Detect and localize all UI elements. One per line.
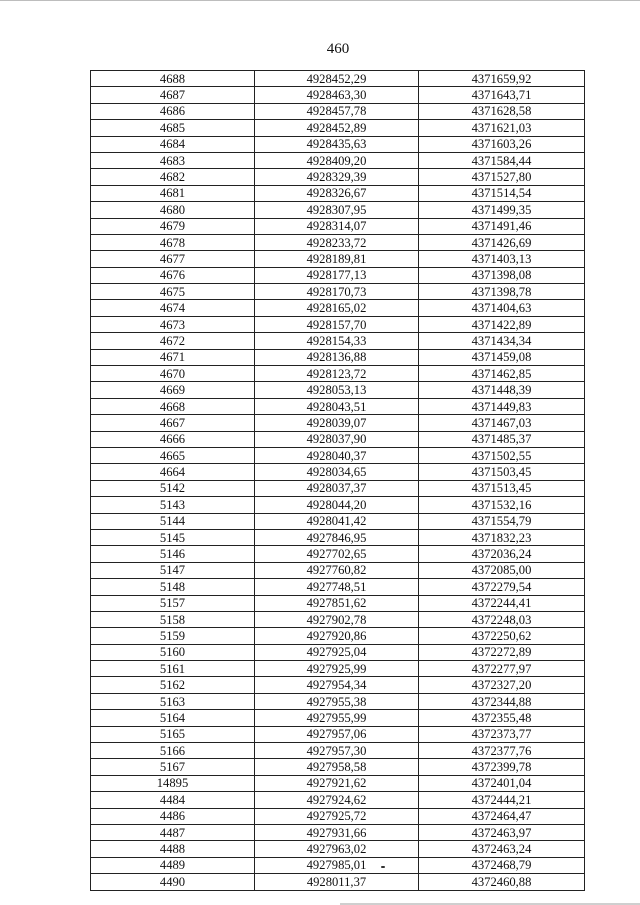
point-number-cell: 4670 bbox=[91, 366, 255, 382]
y-coordinate-cell: 4371467,03 bbox=[419, 415, 585, 431]
y-coordinate-cell: 4371485,37 bbox=[419, 431, 585, 447]
table-row bbox=[91, 546, 585, 562]
x-coordinate-cell: 4927924,62 bbox=[255, 792, 419, 808]
x-coordinate-cell: 4927851,62 bbox=[255, 595, 419, 611]
x-coordinate-cell: 4928457,78 bbox=[255, 103, 419, 119]
x-coordinate-cell: 4927957,30 bbox=[255, 743, 419, 759]
table-row bbox=[91, 628, 585, 644]
table-row bbox=[91, 169, 585, 185]
table-row bbox=[91, 529, 585, 545]
y-coordinate-cell: 4371603,26 bbox=[419, 136, 585, 152]
page-number: 460 bbox=[326, 41, 350, 57]
y-coordinate-cell: 4371628,58 bbox=[419, 103, 585, 119]
y-coordinate-cell: 4371398,78 bbox=[419, 284, 585, 300]
table-row bbox=[91, 87, 585, 103]
table-row bbox=[91, 857, 585, 873]
table-row bbox=[91, 562, 585, 578]
x-coordinate-cell: 4927955,99 bbox=[255, 710, 419, 726]
point-number-cell: 4484 bbox=[91, 792, 255, 808]
point-number-cell: 4669 bbox=[91, 382, 255, 398]
x-coordinate-cell: 4928136,88 bbox=[255, 349, 419, 365]
x-coordinate-cell: 4927920,86 bbox=[255, 628, 419, 644]
y-coordinate-cell: 4371404,63 bbox=[419, 300, 585, 316]
y-coordinate-cell: 4371514,54 bbox=[419, 185, 585, 201]
point-number-cell: 4687 bbox=[91, 87, 255, 103]
point-number-cell: 4680 bbox=[91, 202, 255, 218]
y-coordinate-cell: 4371449,83 bbox=[419, 398, 585, 414]
x-coordinate-cell: 4928037,37 bbox=[255, 480, 419, 496]
table-row bbox=[91, 251, 585, 267]
table-row bbox=[91, 218, 585, 234]
point-number-cell: 4682 bbox=[91, 169, 255, 185]
point-number-cell: 4677 bbox=[91, 251, 255, 267]
x-coordinate-cell: 4927921,62 bbox=[255, 775, 419, 791]
table-row bbox=[91, 185, 585, 201]
point-number-cell: 4664 bbox=[91, 464, 255, 480]
y-coordinate-cell: 4372355,48 bbox=[419, 710, 585, 726]
table-row bbox=[91, 808, 585, 824]
x-coordinate-cell: 4927846,95 bbox=[255, 529, 419, 545]
x-coordinate-cell: 4927925,99 bbox=[255, 661, 419, 677]
y-coordinate-cell: 4372460,88 bbox=[419, 874, 585, 890]
x-coordinate-cell: 4928329,39 bbox=[255, 169, 419, 185]
table-row bbox=[91, 661, 585, 677]
table-row bbox=[91, 415, 585, 431]
table-row bbox=[91, 480, 585, 496]
table-row bbox=[91, 874, 585, 890]
point-number-cell: 4488 bbox=[91, 841, 255, 857]
y-coordinate-cell: 4372250,62 bbox=[419, 628, 585, 644]
y-coordinate-cell: 4372248,03 bbox=[419, 611, 585, 627]
x-coordinate-cell: 4928177,13 bbox=[255, 267, 419, 283]
y-coordinate-cell: 4372344,88 bbox=[419, 693, 585, 709]
point-number-cell: 5159 bbox=[91, 628, 255, 644]
point-number-cell: 5164 bbox=[91, 710, 255, 726]
table-row bbox=[91, 464, 585, 480]
x-coordinate-cell: 4928034,65 bbox=[255, 464, 419, 480]
point-number-cell: 5167 bbox=[91, 759, 255, 775]
x-coordinate-cell: 4928165,02 bbox=[255, 300, 419, 316]
x-coordinate-cell: 4927958,58 bbox=[255, 759, 419, 775]
coordinates-table-body bbox=[91, 71, 585, 891]
table-row bbox=[91, 333, 585, 349]
point-number-cell: 4686 bbox=[91, 103, 255, 119]
x-coordinate-cell: 4928307,95 bbox=[255, 202, 419, 218]
point-number-cell: 5147 bbox=[91, 562, 255, 578]
y-coordinate-cell: 4371499,35 bbox=[419, 202, 585, 218]
point-number-cell: 4681 bbox=[91, 185, 255, 201]
table-row bbox=[91, 120, 585, 136]
table-row bbox=[91, 710, 585, 726]
point-number-cell: 5145 bbox=[91, 529, 255, 545]
x-coordinate-cell: 4927925,72 bbox=[255, 808, 419, 824]
table-row bbox=[91, 447, 585, 463]
y-coordinate-cell: 4371422,89 bbox=[419, 316, 585, 332]
point-number-cell: 5166 bbox=[91, 743, 255, 759]
x-coordinate-cell: 4928011,37 bbox=[255, 874, 419, 890]
y-coordinate-cell: 4372463,97 bbox=[419, 824, 585, 840]
point-number-cell: 4674 bbox=[91, 300, 255, 316]
table-row bbox=[91, 267, 585, 283]
scan-mark bbox=[381, 866, 385, 868]
table-row bbox=[91, 841, 585, 857]
y-coordinate-cell: 4371527,80 bbox=[419, 169, 585, 185]
table-row bbox=[91, 382, 585, 398]
x-coordinate-cell: 4928233,72 bbox=[255, 234, 419, 250]
y-coordinate-cell: 4371503,45 bbox=[419, 464, 585, 480]
y-coordinate-cell: 4371462,85 bbox=[419, 366, 585, 382]
coordinates-table bbox=[90, 70, 585, 891]
y-coordinate-cell: 4372085,00 bbox=[419, 562, 585, 578]
y-coordinate-cell: 4371832,23 bbox=[419, 529, 585, 545]
x-coordinate-cell: 4928040,37 bbox=[255, 447, 419, 463]
y-coordinate-cell: 4371502,55 bbox=[419, 447, 585, 463]
point-number-cell: 4671 bbox=[91, 349, 255, 365]
point-number-cell: 4489 bbox=[91, 857, 255, 873]
x-coordinate-cell: 4927954,34 bbox=[255, 677, 419, 693]
x-coordinate-cell: 4928043,51 bbox=[255, 398, 419, 414]
point-number-cell: 4685 bbox=[91, 120, 255, 136]
y-coordinate-cell: 4372272,89 bbox=[419, 644, 585, 660]
table-row bbox=[91, 136, 585, 152]
y-coordinate-cell: 4372377,76 bbox=[419, 743, 585, 759]
y-coordinate-cell: 4372327,20 bbox=[419, 677, 585, 693]
x-coordinate-cell: 4928435,63 bbox=[255, 136, 419, 152]
table-row bbox=[91, 152, 585, 168]
y-coordinate-cell: 4371459,08 bbox=[419, 349, 585, 365]
point-number-cell: 4672 bbox=[91, 333, 255, 349]
x-coordinate-cell: 4927985,01 bbox=[255, 857, 419, 873]
y-coordinate-cell: 4371434,34 bbox=[419, 333, 585, 349]
y-coordinate-cell: 4372468,79 bbox=[419, 857, 585, 873]
table-row bbox=[91, 202, 585, 218]
point-number-cell: 5148 bbox=[91, 579, 255, 595]
x-coordinate-cell: 4927957,06 bbox=[255, 726, 419, 742]
table-row bbox=[91, 579, 585, 595]
table-row bbox=[91, 726, 585, 742]
table-row bbox=[91, 759, 585, 775]
x-coordinate-cell: 4928409,20 bbox=[255, 152, 419, 168]
y-coordinate-cell: 4371532,16 bbox=[419, 497, 585, 513]
table-row bbox=[91, 103, 585, 119]
table-row bbox=[91, 693, 585, 709]
point-number-cell: 5144 bbox=[91, 513, 255, 529]
table-row bbox=[91, 431, 585, 447]
y-coordinate-cell: 4371643,71 bbox=[419, 87, 585, 103]
table-row bbox=[91, 284, 585, 300]
table-row bbox=[91, 398, 585, 414]
table-row bbox=[91, 300, 585, 316]
y-coordinate-cell: 4371584,44 bbox=[419, 152, 585, 168]
x-coordinate-cell: 4928044,20 bbox=[255, 497, 419, 513]
x-coordinate-cell: 4927955,38 bbox=[255, 693, 419, 709]
y-coordinate-cell: 4371513,45 bbox=[419, 480, 585, 496]
x-coordinate-cell: 4927748,51 bbox=[255, 579, 419, 595]
point-number-cell: 4683 bbox=[91, 152, 255, 168]
table-row bbox=[91, 775, 585, 791]
point-number-cell: 5165 bbox=[91, 726, 255, 742]
point-number-cell: 4676 bbox=[91, 267, 255, 283]
point-number-cell: 4486 bbox=[91, 808, 255, 824]
point-number-cell: 4678 bbox=[91, 234, 255, 250]
x-coordinate-cell: 4928039,07 bbox=[255, 415, 419, 431]
x-coordinate-cell: 4927963,02 bbox=[255, 841, 419, 857]
top-edge-rule bbox=[0, 0, 640, 1]
table-row bbox=[91, 824, 585, 840]
table-row bbox=[91, 316, 585, 332]
table-row bbox=[91, 497, 585, 513]
point-number-cell: 5146 bbox=[91, 546, 255, 562]
point-number-cell: 5163 bbox=[91, 693, 255, 709]
y-coordinate-cell: 4371448,39 bbox=[419, 382, 585, 398]
point-number-cell: 4684 bbox=[91, 136, 255, 152]
x-coordinate-cell: 4928037,90 bbox=[255, 431, 419, 447]
x-coordinate-cell: 4927931,66 bbox=[255, 824, 419, 840]
y-coordinate-cell: 4371554,79 bbox=[419, 513, 585, 529]
table-row bbox=[91, 792, 585, 808]
point-number-cell: 5158 bbox=[91, 611, 255, 627]
point-number-cell: 5143 bbox=[91, 497, 255, 513]
table-row bbox=[91, 743, 585, 759]
y-coordinate-cell: 4372279,54 bbox=[419, 579, 585, 595]
x-coordinate-cell: 4928326,67 bbox=[255, 185, 419, 201]
table-row bbox=[91, 366, 585, 382]
x-coordinate-cell: 4927702,65 bbox=[255, 546, 419, 562]
x-coordinate-cell: 4928157,70 bbox=[255, 316, 419, 332]
y-coordinate-cell: 4372399,78 bbox=[419, 759, 585, 775]
y-coordinate-cell: 4372277,97 bbox=[419, 661, 585, 677]
y-coordinate-cell: 4372464,47 bbox=[419, 808, 585, 824]
x-coordinate-cell: 4928123,72 bbox=[255, 366, 419, 382]
point-number-cell: 14895 bbox=[91, 775, 255, 791]
table-row bbox=[91, 644, 585, 660]
point-number-cell: 4490 bbox=[91, 874, 255, 890]
point-number-cell: 5157 bbox=[91, 595, 255, 611]
point-number-cell: 5162 bbox=[91, 677, 255, 693]
y-coordinate-cell: 4371398,08 bbox=[419, 267, 585, 283]
x-coordinate-cell: 4927760,82 bbox=[255, 562, 419, 578]
y-coordinate-cell: 4372036,24 bbox=[419, 546, 585, 562]
table-row bbox=[91, 677, 585, 693]
y-coordinate-cell: 4371621,03 bbox=[419, 120, 585, 136]
x-coordinate-cell: 4927925,04 bbox=[255, 644, 419, 660]
table-row bbox=[91, 513, 585, 529]
table-row bbox=[91, 71, 585, 87]
y-coordinate-cell: 4371491,46 bbox=[419, 218, 585, 234]
x-coordinate-cell: 4928463,30 bbox=[255, 87, 419, 103]
table-row bbox=[91, 611, 585, 627]
point-number-cell: 4688 bbox=[91, 71, 255, 87]
x-coordinate-cell: 4928041,42 bbox=[255, 513, 419, 529]
y-coordinate-cell: 4372373,77 bbox=[419, 726, 585, 742]
x-coordinate-cell: 4928053,13 bbox=[255, 382, 419, 398]
point-number-cell: 5161 bbox=[91, 661, 255, 677]
point-number-cell: 4667 bbox=[91, 415, 255, 431]
y-coordinate-cell: 4371403,13 bbox=[419, 251, 585, 267]
point-number-cell: 4668 bbox=[91, 398, 255, 414]
table-row bbox=[91, 234, 585, 250]
x-coordinate-cell: 4928189,81 bbox=[255, 251, 419, 267]
y-coordinate-cell: 4372401,04 bbox=[419, 775, 585, 791]
y-coordinate-cell: 4371659,92 bbox=[419, 71, 585, 87]
table-row bbox=[91, 349, 585, 365]
point-number-cell: 4487 bbox=[91, 824, 255, 840]
x-coordinate-cell: 4928170,73 bbox=[255, 284, 419, 300]
point-number-cell: 4679 bbox=[91, 218, 255, 234]
table-row bbox=[91, 595, 585, 611]
x-coordinate-cell: 4928452,89 bbox=[255, 120, 419, 136]
y-coordinate-cell: 4371426,69 bbox=[419, 234, 585, 250]
point-number-cell: 4666 bbox=[91, 431, 255, 447]
point-number-cell: 4673 bbox=[91, 316, 255, 332]
y-coordinate-cell: 4372244,41 bbox=[419, 595, 585, 611]
point-number-cell: 4665 bbox=[91, 447, 255, 463]
x-coordinate-cell: 4928154,33 bbox=[255, 333, 419, 349]
x-coordinate-cell: 4928314,07 bbox=[255, 218, 419, 234]
y-coordinate-cell: 4372463,24 bbox=[419, 841, 585, 857]
x-coordinate-cell: 4928452,29 bbox=[255, 71, 419, 87]
point-number-cell: 5160 bbox=[91, 644, 255, 660]
y-coordinate-cell: 4372444,21 bbox=[419, 792, 585, 808]
point-number-cell: 4675 bbox=[91, 284, 255, 300]
x-coordinate-cell: 4927902,78 bbox=[255, 611, 419, 627]
point-number-cell: 5142 bbox=[91, 480, 255, 496]
